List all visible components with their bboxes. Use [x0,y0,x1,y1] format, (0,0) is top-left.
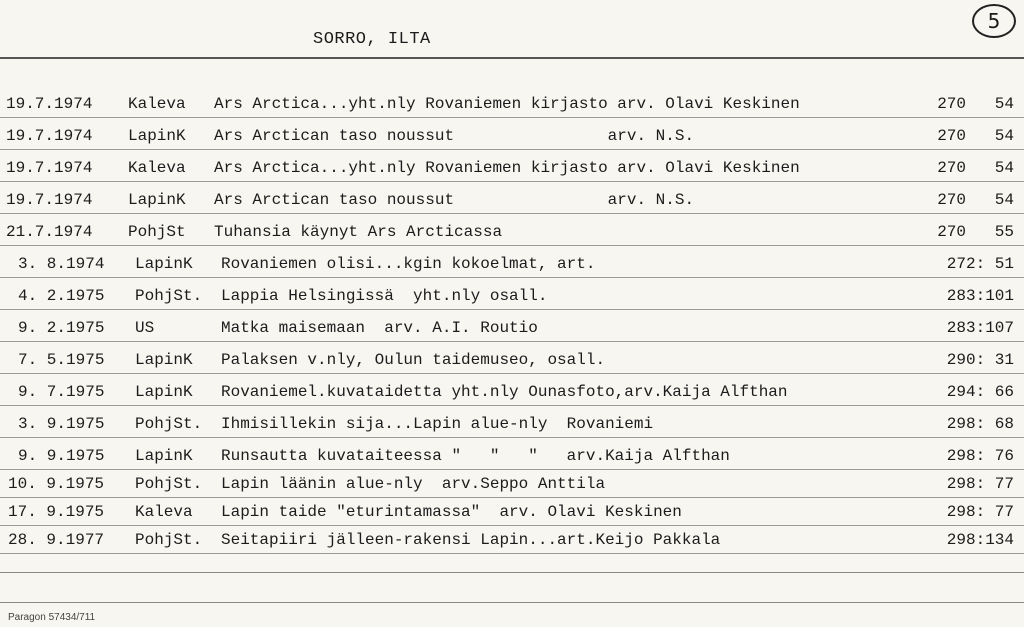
entry-paper: PohjSt. [135,531,203,549]
entry-ref: 298: 76 [946,447,1014,465]
entry-date: 9. 7.1975 [18,383,105,401]
entry-paper: LapinK [135,255,193,273]
entry-date: 4. 2.1975 [18,287,105,305]
entry-title: Rovaniemen olisi...kgin kokoelmat, art. [221,255,596,273]
table-row [0,310,1024,342]
entry-date: 19.7.1974 [6,191,93,209]
entry-date: 19.7.1974 [6,159,93,177]
table-row [0,342,1024,374]
entry-ref: 283:101 [946,287,1014,305]
entry-title: Ars Arctica...yht.nly Rovaniemen kirjasto arv. Olavi Keskinen [214,159,800,177]
entry-ref: 270 54 [937,159,1014,177]
entry-title: Ars Arctican taso noussut arv. N.S. [214,191,695,209]
entry-paper: PohjSt. [135,415,203,433]
entry-title: Ars Arctican taso noussut arv. N.S. [214,127,695,145]
entry-ref: 283:107 [946,319,1014,337]
entry-paper: LapinK [135,447,193,465]
entry-date: 3. 8.1974 [18,255,105,273]
entry-paper: PohjSt. [135,475,203,493]
entry-paper: US [135,319,155,337]
entry-title: Lapin taide "eturintamassa" arv. Olavi Keskinen [221,503,682,521]
entry-title: Lapin läänin alue-nly arv.Seppo Anttila [221,475,606,493]
entry-date: 9. 2.1975 [18,319,105,337]
table-row [0,214,1024,246]
entry-ref: 270 54 [937,191,1014,209]
entry-date: 9. 9.1975 [18,447,105,465]
entry-ref: 298: 77 [946,475,1014,493]
blank-rule [0,602,1024,603]
entry-ref: 298: 77 [946,503,1014,521]
entry-date: 7. 5.1975 [18,351,105,369]
table-row [0,150,1024,182]
entry-date: 10. 9.1975 [8,475,105,493]
table-row [0,278,1024,310]
table-row [0,182,1024,214]
entry-ref: 270 54 [937,95,1014,113]
entry-ref: 290: 31 [946,351,1014,369]
printer-imprint: Paragon 57434/711 [8,612,96,623]
entry-title: Ihmisillekin sija...Lapin alue-nly Rovaniemi [221,415,654,433]
entry-ref: 272: 51 [946,255,1014,273]
entry-title: Palaksen v.nly, Oulun taidemuseo, osall. [221,351,606,369]
entry-paper: Kaleva [135,503,193,521]
table-row [0,86,1024,118]
entry-date: 3. 9.1975 [18,415,105,433]
entry-title: Lappia Helsingissä yht.nly osall. [221,287,548,305]
entry-date: 17. 9.1975 [8,503,105,521]
entry-paper: PohjSt. [135,287,203,305]
entry-title: Tuhansia käynyt Ars Arcticassa [214,223,503,241]
entry-paper: LapinK [128,127,186,145]
entry-title: Matka maisemaan arv. A.I. Routio [221,319,538,337]
entry-paper: LapinK [135,383,193,401]
table-row [0,246,1024,278]
entry-date: 21.7.1974 [6,223,93,241]
entry-title: Rovaniemel.kuvataidetta yht.nly Ounasfoto,arv.Kaija Alfthan [221,383,788,401]
entry-date: 19.7.1974 [6,95,93,113]
entry-paper: LapinK [128,191,186,209]
entry-ref: 298: 68 [946,415,1014,433]
entry-paper: Kaleva [128,95,186,113]
entry-title: Ars Arctica...yht.nly Rovaniemen kirjasto arv. Olavi Keskinen [214,95,800,113]
page-number-circle: 5 [972,4,1016,38]
entry-ref: 270 55 [937,223,1014,241]
entry-paper: Kaleva [128,159,186,177]
entry-ref: 298:134 [946,531,1014,549]
entry-date: 28. 9.1977 [8,531,105,549]
table-row [0,374,1024,406]
entry-title: Seitapiiri jälleen-rakensi Lapin...art.Keijo Pakkala [221,531,721,549]
entry-date: 19.7.1974 [6,127,93,145]
table-row [0,118,1024,150]
blank-rule [0,572,1024,573]
card-title: SORRO, ILTA [313,30,431,49]
entry-ref: 270 54 [937,127,1014,145]
entry-paper: PohjSt [128,223,186,241]
table-row [0,522,1024,554]
table-row [0,406,1024,438]
entry-ref: 294: 66 [946,383,1014,401]
header-rule [0,57,1024,59]
entry-paper: LapinK [135,351,193,369]
entry-title: Runsautta kuvataiteessa " " " arv.Kaija Alfthan [221,447,730,465]
